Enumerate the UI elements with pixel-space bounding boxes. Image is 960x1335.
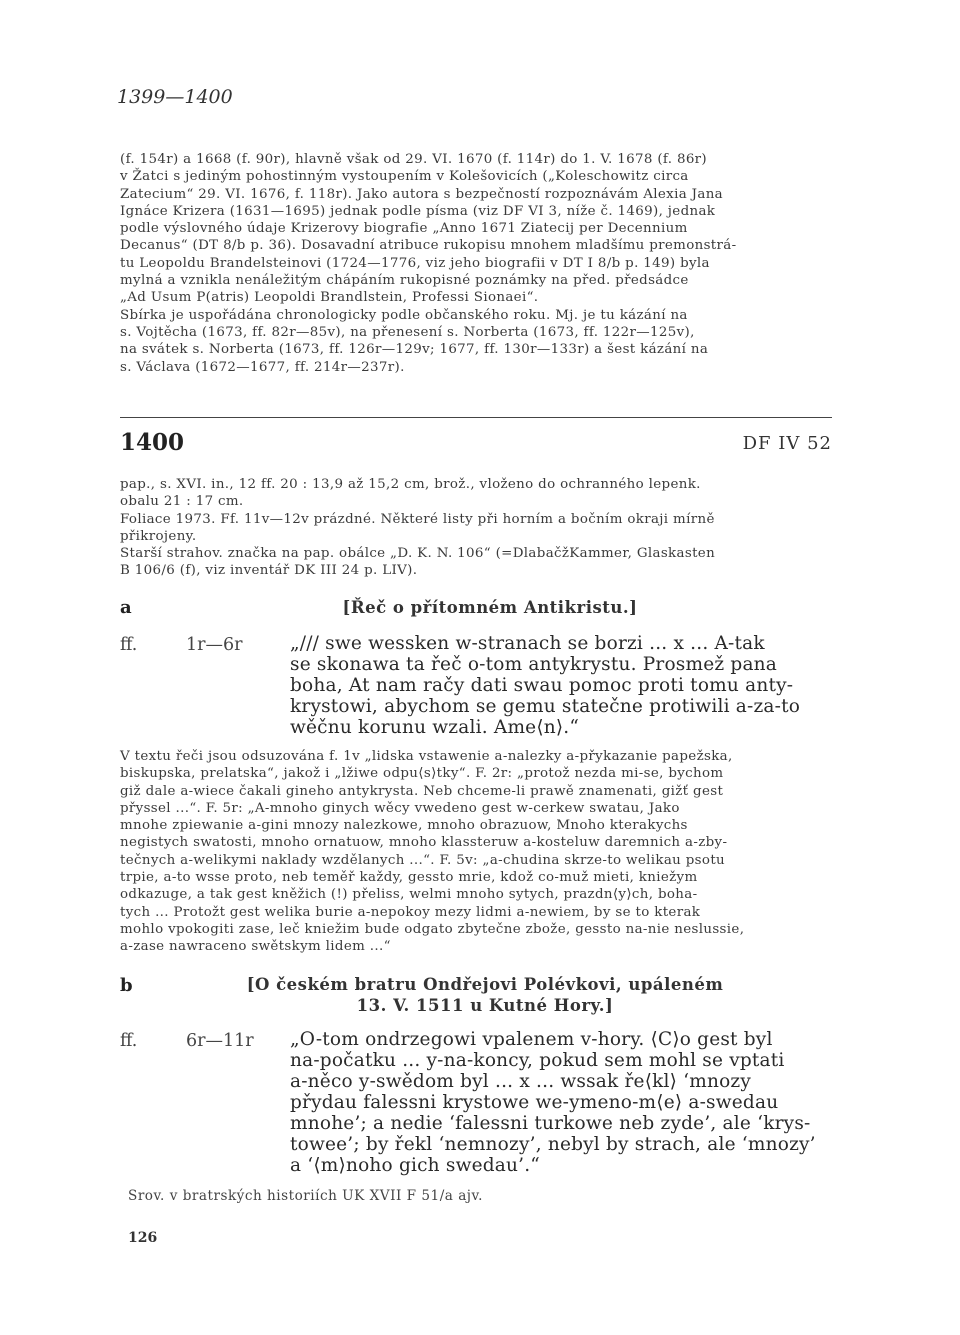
text-line: negistych swatosti, mnoho ornatuow, mnoho klassteruw a-kosteluw daremnich a-zby- [120,835,728,851]
text-line: Sbírka je uspořádána chronologicky podle občanského roku. Mj. je tu kázání na [120,307,688,323]
running-head: 1399—1400 [117,86,233,108]
cross-reference: Srov. v bratrských historiích UK XVII F 51/a ajv. [128,1188,483,1204]
item-title-b [220,974,750,1016]
text-line: Starší strahov. značka na pap. obálce „D. K. N. 106“ (=DlabačžKammer, Glaskasten [120,546,716,562]
text-line: obalu 21 : 17 cm. [120,494,244,510]
text-line: na svátek s. Norberta (1673, ff. 126r—129v; 1677, ff. 130r—133r) a šest kázání na [120,342,709,358]
text-line: giž dale a-wiece čakali gineho antykrysta. Neb chceme-li prawě znamenati, gižť gest [120,783,724,799]
excerpt-line: se skonawa ta řeč o-tom antykrystu. Prosmež pana [290,654,778,675]
text-line: odkazuge, a tak gest kněžich (!) přeliss, welmi mnoho sytych, prazdn⟨y⟩ch, boha- [120,887,698,903]
text-line: Foliace 1973. Ff. 11v—12v prázdné. Některé listy při horním a bočním okraji mírně [120,511,715,527]
item-letter-b: b [120,975,133,996]
excerpt-line: wěčnu korunu wzali. Ame⟨n⟩.“ [290,717,580,738]
text-line: mohlo vpokogiti zase, leč kniežim bude odgato zbytečne zbože, gessto na-nie neslussie, [120,921,745,937]
text-line: (f. 154r) a 1668 (f. 90r), hlavně však od 29. VI. 1670 (f. 114r) do 1. V. 1678 (f. 86r) [120,152,708,167]
page-number: 126 [128,1230,158,1246]
text-line: a-zase nawraceno swětskym lidem ...“ [120,939,391,955]
item-letter-a: a [120,597,132,618]
folio-label: ff. [120,1031,138,1051]
text-line: v Žatci s jediným pohostinným vystoupením v Kolešovicích („Koleschowitz circa [120,169,689,185]
title-line: [O českém bratru Ondřejovi Polévkovi, upáleném [246,975,724,994]
folio-range: 6r—11r [186,1031,254,1051]
excerpt-line: na-počatku ... y-na-koncy, pokud sem mohl se vptati [290,1050,785,1071]
text-line: biskupska, prelatska“, jakož i „lžiwe odpu⟨s⟩tky“. F. 2r: „protož nezda mi-se, bychom [120,766,724,782]
text-line: Decanus“ (DT 8/b p. 36). Dosavadní atribuce rukopisu mnohem mladšímu premonstrá- [120,238,737,254]
text-line: Zatecium“ 29. VI. 1676, f. 118r). Jako autora s bezpečností rozpoznávám Alexia Jana [120,186,724,202]
excerpt-line: boha, At nam račy dati swau pomoc proti tomu anty- [290,675,794,696]
text-line: mylná a vznikla nenáležitým chápáním rukopisné poznámky na před. předsádce [120,273,689,289]
text-line: s. Václava (1672—1677, ff. 214r—237r). [120,359,405,375]
folio-range: 1r—6r [186,635,243,655]
shelf-signature: DF IV 52 [742,433,832,454]
item-title-a: [Řeč o přítomném Antikristu.] [342,598,638,617]
excerpt-line: „/// swe wessken w-stranach se borzi ... x ... A-tak [290,633,765,654]
text-line: přikrojeny. [120,528,197,544]
excerpt-line: mnohe’; a nedie ‘falessni turkowe neb zyde’, ale ‘krys- [290,1113,811,1134]
text-line: trpie, a-to wsse proto, neb teměř každy, gessto mrie, kdož co-muž mieti, kniežym [120,870,698,886]
text-line: „Ad Usum P(atris) Leopoldi Brandlstein, Professi Sionaei“. [120,290,539,306]
text-line: přyssel ...“. F. 5r: „A-mnoho ginych wěcy vwedeno gest w-cerkew swatau, Jako [120,800,680,816]
text-line: pap., s. XVI. in., 12 ff. 20 : 13,9 až 15,2 cm, brož., vloženo do ochranného lepenk. [120,477,701,492]
section-divider [120,417,832,418]
text-line: podle výslovného údaje Krizerovy biografie „Anno 1671 Ziatecij per Decennium [120,221,688,237]
text-line: tečnych a-welikymi naklady wzdělanych ...“. F. 5v: „a-chudina skrze-to welikau psotu [120,852,726,868]
excerpt-line: „O-tom ondrzegowi vpalenem v-hory. ⟨C⟩o gest byl [290,1029,773,1050]
excerpt-line: towee’; by řekl ‘nemnozy’, nebyl by strach, ale ‘mnozy’ [290,1134,816,1155]
text-line: B 106/6 (f), viz inventář DK III 24 p. LIV). [120,563,418,579]
text-line: tu Leopoldu Brandelsteinovi (1724—1776, viz jeho biografii v DT I 8/b p. 149) byla [120,255,710,271]
excerpt-line: a ‘⟨m⟩noho gich swedau’.“ [290,1155,540,1176]
folio-label: ff. [120,635,138,655]
excerpt-line: přydau falessni krystowe we-ymeno-m⟨e⟩ a-swedau [290,1092,779,1113]
item-note-a [120,748,832,956]
excerpt-line: a-něco y-swědom byl ... x ... wssak ře⟨kl⟩ ‘mnozy [290,1071,752,1092]
previous-entry-text [120,151,832,376]
text-line: Ignáce Krizera (1631—1695) jednak podle písma (viz DF VI 3, níže č. 1469), jednak [120,203,716,219]
title-line: 13. V. 1511 u Kutné Hory.] [356,996,614,1015]
excerpt-line: krystowi, abychom se gemu statečne protiwili a-za-to [290,696,801,717]
entry-description [120,476,832,580]
text-line: tych ... Protožt gest welika burie a-nepokoy mezy lidmi a-newiem, by se to kterak [120,904,701,920]
text-line: s. Vojtěcha (1673, ff. 82r—85v), na přenesení s. Norberta (1673, ff. 122r—125v), [120,324,695,340]
text-line: mnohe zpiewanie a-gini mnozy nalezkowe, mnoho obrazuow, Mnoho kterakychs [120,818,688,834]
text-line: V textu řeči jsou odsuzována f. 1v „lidska vstawenie a-nalezky a-přykazanie papežska, [120,749,733,764]
entry-number: 1400 [120,429,185,456]
item-excerpt-a [290,633,832,738]
item-excerpt-b [290,1029,836,1176]
